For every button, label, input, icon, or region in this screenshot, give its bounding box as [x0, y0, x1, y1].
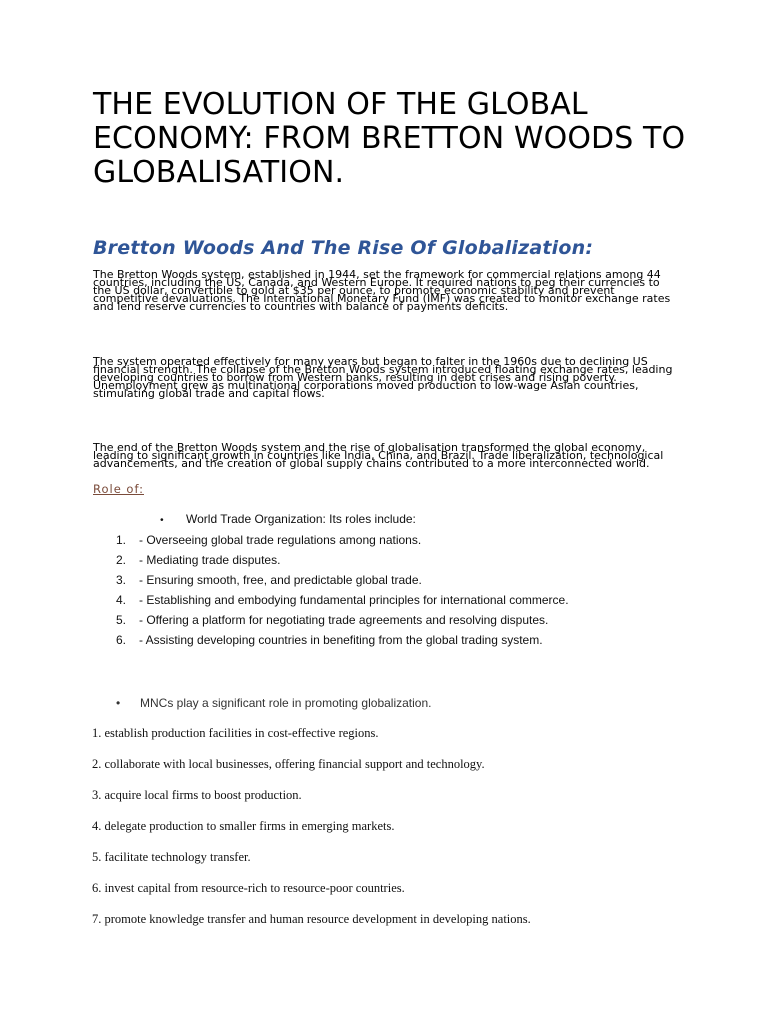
list-number: 4. — [116, 593, 127, 607]
list-number: 1. — [116, 533, 127, 547]
wto-heading-text: World Trade Organization: Its roles include: — [186, 512, 416, 526]
list-text: - Offering a platform for negotiating trade agreements and resolving disputes. — [139, 613, 549, 627]
list-text: - Ensuring smooth, free, and predictable global trade. — [139, 573, 422, 587]
list-item: 5. facilitate technology transfer. — [92, 850, 251, 864]
list-text: - Establishing and embodying fundamental principles for international commerce. — [139, 593, 569, 607]
list-item: 4. delegate production to smaller firms in emerging markets. — [92, 819, 395, 833]
wto-roles-list — [116, 533, 569, 653]
list-number: 5. — [116, 613, 127, 627]
paragraph-globalisation: The end of the Bretton Woods system and the rise of globalisation transformed the global economy, leading to significant growth in countries like India, China, and Brazil. Trade liberalization, technological advancements, and the creation of global supply chains contributed to a more interconnected world. — [93, 441, 664, 470]
mnc-heading-text: MNCs play a significant role in promoting globalization. — [140, 696, 432, 710]
list-item: 6. invest capital from resource-rich to resource-poor countries. — [92, 881, 405, 895]
list-item — [116, 593, 569, 613]
paragraph-collapse: The system operated effectively for many years but began to falter in the 1960s due to declining US financial strength. The collapse of the Bretton Woods system introduced floating exchange rates, leading developing countries to borrow from Western banks, resulting in debt crises and rising poverty. Unemployment grew as multinational corporations moved production to low-wage Asian countries, stimulating global trade and capital flows. — [93, 355, 673, 400]
list-item: 2. collaborate with local businesses, offering financial support and technology. — [92, 757, 485, 771]
list-item — [116, 633, 569, 653]
wto-heading — [160, 512, 416, 526]
list-item — [116, 553, 569, 573]
list-number: 2. — [116, 553, 127, 567]
list-text: - Mediating trade disputes. — [139, 553, 281, 567]
document-title: THE EVOLUTION OF THE GLOBAL ECONOMY: FROM BRETTON WOODS TO GLOBALISATION. — [93, 87, 686, 190]
list-number: 3. — [116, 573, 127, 587]
bullet-icon: • — [116, 696, 121, 710]
section-heading: Bretton Woods And The Rise Of Globalization: — [93, 237, 594, 259]
list-item: 7. promote knowledge transfer and human resource development in developing nations. — [92, 912, 531, 926]
mnc-heading — [116, 696, 431, 710]
list-item — [116, 573, 569, 593]
list-item: 1. establish production facilities in cost-effective regions. — [92, 726, 379, 740]
bullet-icon: • — [160, 515, 164, 526]
list-text: - Overseeing global trade regulations among nations. — [139, 533, 422, 547]
list-number: 6. — [116, 633, 127, 647]
list-item — [116, 613, 569, 633]
list-text: - Assisting developing countries in benefiting from the global trading system. — [139, 633, 543, 647]
list-item — [116, 533, 569, 553]
list-item: 3. acquire local firms to boost production. — [92, 788, 302, 802]
role-heading: Role of: — [93, 482, 144, 496]
paragraph-bretton-woods: The Bretton Woods system, established in 1944, set the framework for commercial relations among 44 countries, including the US, Canada, and Western Europe. It required nations to peg their currencies to the US dollar, convertible to gold at $35 per ounce, to promote economic stability and prevent competitive devaluations. The International Monetary Fund (IMF) was created to monitor exchange rates and lend reserve currencies to countries with balance of payments deficits. — [93, 268, 671, 313]
mnc-roles-list — [92, 725, 531, 942]
